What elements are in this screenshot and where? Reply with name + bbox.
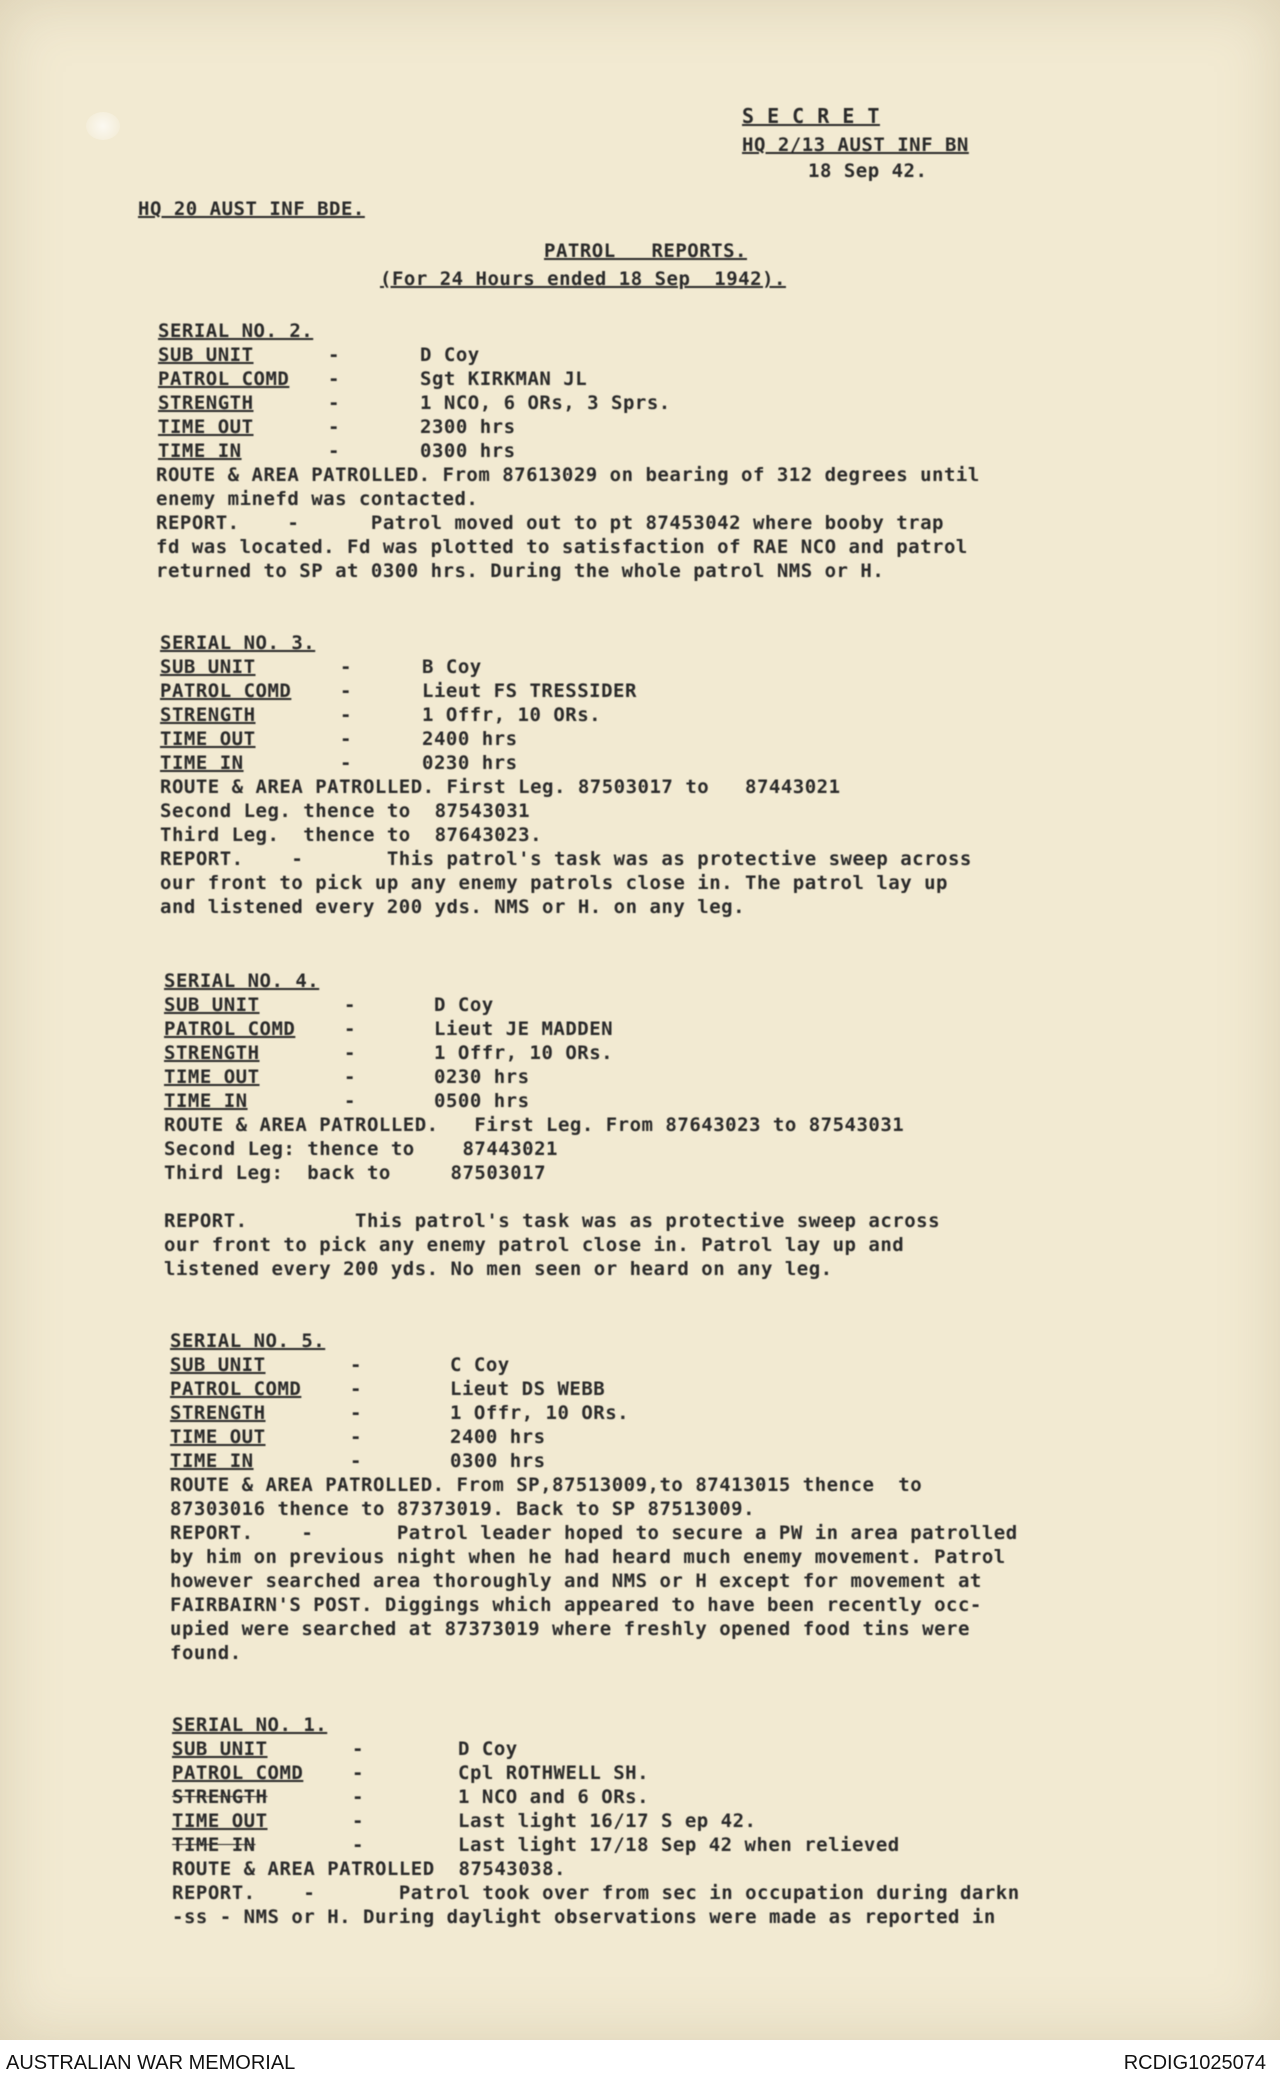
row-value: Lieut DS WEBB: [450, 1378, 606, 1400]
report-text-line: returned to SP at 0300 hrs. During the whole patrol NMS or H.: [156, 560, 885, 582]
row-value: 1 Offr, 10 ORs.: [434, 1042, 614, 1064]
report-text-line: REPORT. - This patrol's task was as protective sweep across: [160, 848, 972, 870]
row-label: PATROL COMD: [160, 680, 292, 702]
report-text-line: upied were searched at 87373019 where freshly opened food tins were: [170, 1618, 970, 1640]
report-text-line: REPORT. - Patrol moved out to pt 87453042 where booby trap: [156, 512, 944, 534]
row-value: 0230 hrs: [422, 752, 518, 774]
row-dash: -: [328, 368, 340, 390]
row-dash: -: [344, 994, 356, 1016]
row-label: STRENGTH: [172, 1786, 268, 1808]
report-text-line: however searched area thoroughly and NMS or H except for movement at: [170, 1570, 982, 1592]
row-label: TIME OUT: [170, 1426, 266, 1448]
row-value: 1 Offr, 10 ORs.: [450, 1402, 630, 1424]
report-text-line: ROUTE & AREA PATROLLED. First Leg. From 87643023 to 87543031: [164, 1114, 905, 1136]
row-dash: -: [350, 1354, 362, 1376]
row-dash: -: [328, 392, 340, 414]
report-text-line: Second Leg: thence to 87443021: [164, 1138, 558, 1160]
row-dash: -: [350, 1402, 362, 1424]
row-dash: -: [340, 656, 352, 678]
row-label: TIME OUT: [164, 1066, 260, 1088]
report-text-line: found.: [170, 1642, 242, 1664]
archive-credit: AUSTRALIAN WAR MEMORIAL: [6, 2052, 296, 2074]
row-label: PATROL COMD: [164, 1018, 296, 1040]
row-label: SUB UNIT: [158, 344, 254, 366]
row-value: 0500 hrs: [434, 1090, 530, 1112]
report-text-line: listened every 200 yds. No men seen or heard on any leg.: [164, 1258, 833, 1280]
row-label: TIME OUT: [158, 416, 254, 438]
paper-stain: [86, 112, 120, 140]
row-value: D Coy: [458, 1738, 518, 1760]
serial-number: SERIAL NO. 1.: [172, 1714, 328, 1736]
row-value: B Coy: [422, 656, 482, 678]
row-dash: -: [352, 1810, 364, 1832]
row-value: 1 NCO and 6 ORs.: [458, 1786, 650, 1808]
row-label: PATROL COMD: [172, 1762, 304, 1784]
row-value: 2300 hrs: [420, 416, 516, 438]
report-text-line: FAIRBAIRN'S POST. Diggings which appeared to have been recently occ-: [170, 1594, 982, 1616]
row-value: 1 NCO, 6 ORs, 3 Sprs.: [420, 392, 671, 414]
row-dash: -: [344, 1090, 356, 1112]
row-value: Last light 16/17 S ep 42.: [458, 1810, 757, 1832]
row-label: TIME OUT: [160, 728, 256, 750]
row-dash: -: [352, 1738, 364, 1760]
row-label: TIME IN: [160, 752, 244, 774]
addressee: HQ 20 AUST INF BDE.: [138, 198, 365, 220]
row-value: 2400 hrs: [422, 728, 518, 750]
row-value: Lieut FS TRESSIDER: [422, 680, 637, 702]
report-text-line: our front to pick any enemy patrol close in. Patrol lay up and: [164, 1234, 905, 1256]
row-value: D Coy: [434, 994, 494, 1016]
serial-number: SERIAL NO. 3.: [160, 632, 316, 654]
row-dash: -: [350, 1378, 362, 1400]
row-label: STRENGTH: [158, 392, 254, 414]
row-value: Last light 17/18 Sep 42 when relieved: [458, 1834, 900, 1856]
report-text-line: and listened every 200 yds. NMS or H. on any leg.: [160, 896, 746, 918]
row-dash: -: [328, 440, 340, 462]
row-label: TIME IN: [172, 1834, 256, 1856]
report-date: 18 Sep 42.: [808, 160, 928, 182]
row-value: Sgt KIRKMAN JL: [420, 368, 588, 390]
report-text-line: REPORT. This patrol's task was as protective sweep across: [164, 1210, 941, 1232]
row-dash: -: [352, 1786, 364, 1808]
row-label: STRENGTH: [164, 1042, 260, 1064]
report-text-line: ROUTE & AREA PATROLLED. From 87613029 on bearing of 312 degrees until: [156, 464, 980, 486]
row-label: STRENGTH: [160, 704, 256, 726]
row-label: SUB UNIT: [172, 1738, 268, 1760]
classification-mark: S E C R E T: [742, 104, 880, 128]
report-text-line: Second Leg. thence to 87543031: [160, 800, 531, 822]
row-label: SUB UNIT: [164, 994, 260, 1016]
row-label: PATROL COMD: [158, 368, 290, 390]
row-dash: -: [340, 752, 352, 774]
row-label: TIME IN: [170, 1450, 254, 1472]
report-text-line: enemy minefd was contacted.: [156, 488, 479, 510]
report-text-line: fd was located. Fd was plotted to satisfaction of RAE NCO and patrol: [156, 536, 968, 558]
report-text-line: 87303016 thence to 87373019. Back to SP 87513009.: [170, 1498, 756, 1520]
report-subtitle: (For 24 Hours ended 18 Sep 1942).: [380, 268, 786, 290]
row-dash: -: [328, 416, 340, 438]
report-text-line: ROUTE & AREA PATROLLED. First Leg. 87503017 to 87443021: [160, 776, 841, 798]
row-dash: -: [344, 1042, 356, 1064]
report-text-line: Third Leg. thence to 87643023.: [160, 824, 543, 846]
row-dash: -: [340, 728, 352, 750]
report-text-line: our front to pick up any enemy patrols close in. The patrol lay up: [160, 872, 948, 894]
row-dash: -: [328, 344, 340, 366]
row-value: Cpl ROTHWELL SH.: [458, 1762, 650, 1784]
report-text-line: REPORT. - Patrol took over from sec in occupation during darkn: [172, 1882, 1020, 1904]
row-label: STRENGTH: [170, 1402, 266, 1424]
report-text-line: Third Leg: back to 87503017: [164, 1162, 547, 1184]
row-dash: -: [352, 1834, 364, 1856]
serial-number: SERIAL NO. 2.: [158, 320, 314, 342]
row-value: 1 Offr, 10 ORs.: [422, 704, 602, 726]
report-text-line: -ss - NMS or H. During daylight observations were made as reported in: [172, 1906, 996, 1928]
archive-reference: RCDIG1025074: [1123, 2052, 1266, 2074]
row-label: TIME IN: [164, 1090, 248, 1112]
hq-line: HQ 2/13 AUST INF BN: [742, 134, 969, 156]
row-value: C Coy: [450, 1354, 510, 1376]
row-dash: -: [344, 1066, 356, 1088]
row-value: 2400 hrs: [450, 1426, 546, 1448]
row-dash: -: [344, 1018, 356, 1040]
report-text-line: ROUTE & AREA PATROLLED. From SP,87513009,to 87413015 thence to: [170, 1474, 923, 1496]
report-text-line: by him on previous night when he had heard much enemy movement. Patrol: [170, 1546, 1006, 1568]
row-label: TIME OUT: [172, 1810, 268, 1832]
row-dash: -: [340, 680, 352, 702]
row-value: 0300 hrs: [420, 440, 516, 462]
report-title: PATROL REPORTS.: [544, 240, 747, 262]
row-dash: -: [340, 704, 352, 726]
row-value: Lieut JE MADDEN: [434, 1018, 614, 1040]
row-value: 0230 hrs: [434, 1066, 530, 1088]
report-text-line: REPORT. - Patrol leader hoped to secure a PW in area patrolled: [170, 1522, 1018, 1544]
row-label: TIME IN: [158, 440, 242, 462]
row-value: 0300 hrs: [450, 1450, 546, 1472]
row-label: SUB UNIT: [160, 656, 256, 678]
row-value: D Coy: [420, 344, 480, 366]
row-label: PATROL COMD: [170, 1378, 302, 1400]
serial-number: SERIAL NO. 5.: [170, 1330, 326, 1352]
row-dash: -: [352, 1762, 364, 1784]
serial-number: SERIAL NO. 4.: [164, 970, 320, 992]
row-label: SUB UNIT: [170, 1354, 266, 1376]
row-dash: -: [350, 1426, 362, 1448]
report-text-line: ROUTE & AREA PATROLLED 87543038.: [172, 1858, 566, 1880]
row-dash: -: [350, 1450, 362, 1472]
